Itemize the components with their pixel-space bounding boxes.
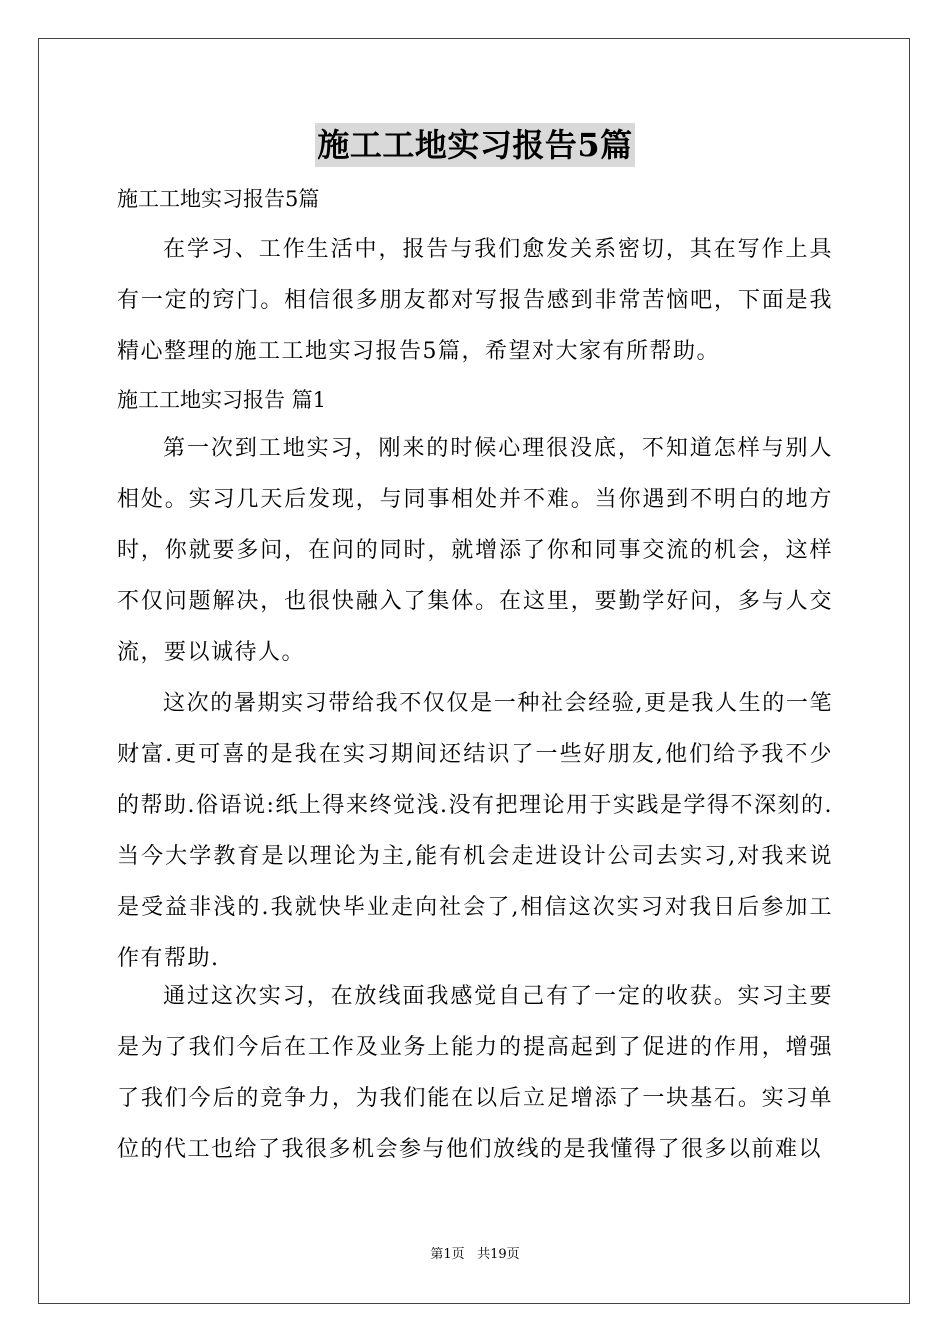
body-paragraph-3: 通过这次实习，在放线面我感觉自己有了一定的收获。实习主要是为了我们今后在工作及业务上能力的提高起到了促进的作用，增强了我们今后的竞争力，为我们能在以后立足增添了一块基石。实习单位的代工也给了我很多机会参与他们放线的是我懂得了很多以前难以 bbox=[117, 984, 833, 1162]
title-container bbox=[0, 123, 950, 167]
intro-paragraph: 在学习、工作生活中，报告与我们愈发关系密切，其在写作上具有一定的窍门。相信很多朋友都对写报告感到非常苦恼吧，下面是我精心整理的施工工地实习报告5篇，希望对大家有所帮助。 bbox=[117, 237, 833, 364]
page-footer bbox=[0, 1246, 950, 1264]
page-total: 共19页 bbox=[477, 1247, 520, 1262]
body-paragraph-2: 这次的暑期实习带给我不仅仅是一种社会经验,更是我人生的一笔财富.更可喜的是我在实习期间还结识了一些好朋友,他们给予我不少的帮助.俗语说:纸上得来终觉浅.没有把理论用于实践是学得不深刻的.当今大学教育是以理论为主,能有机会走进设计公司去实习,对我来说是受益非浅的.我就快毕业走向社会了,相信这次实习对我日后参加工作有帮助. bbox=[117, 691, 833, 971]
page-number: 第1页 bbox=[430, 1247, 465, 1262]
document-subtitle: 施工工地实习报告5篇 bbox=[117, 187, 320, 211]
section-heading: 施工工地实习报告 篇1 bbox=[117, 388, 327, 412]
document-title: 施工工地实习报告5篇 bbox=[315, 123, 634, 167]
body-paragraph-1: 第一次到工地实习，刚来的时候心理很没底，不知道怎样与别人相处。实习几天后发现，与同事相处并不难。当你遇到不明白的地方时，你就要多问，在问的同时，就增添了你和同事交流的机会，这样不仅问题解决，也很快融入了集体。在这里，要勤学好问，多与人交流，要以诚待人。 bbox=[117, 436, 833, 665]
